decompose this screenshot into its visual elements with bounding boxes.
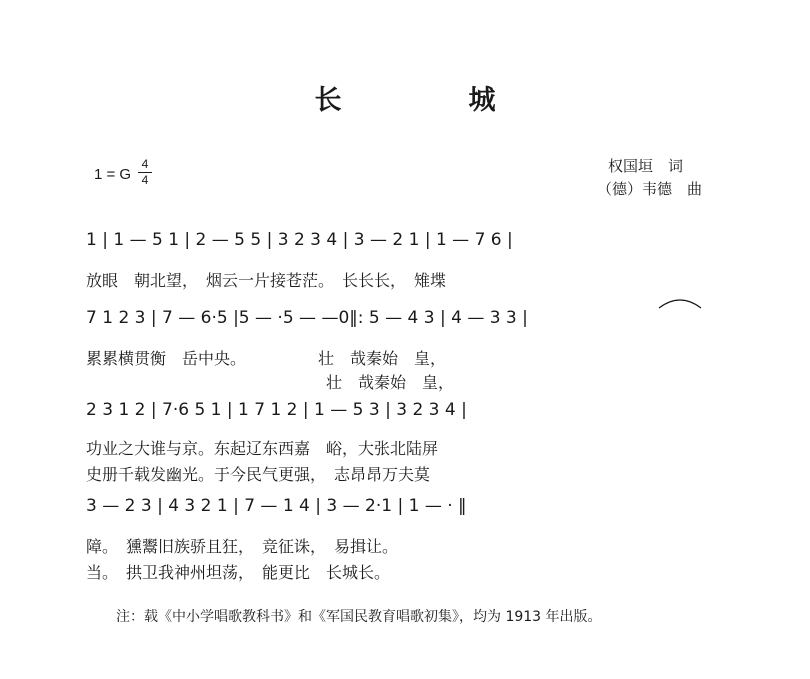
lyric-line-4a: 障。 獯鬻旧族骄且狂， 竞征诛， 易揖让。 [86,537,399,556]
lyric-line-1: 放眼 朝北望， 烟云一片接苍茫。 长长长， 雉堞 [86,271,447,290]
lyric-line-2a: 累累横贯衡 岳中央。 壮 哉秦始 皇， [86,349,447,368]
lyric-line-3b: 史册千载发幽光。于今民气更强， 志昂昂万夫莫 [86,465,431,484]
key-signature: 1 = G [94,166,132,183]
lyricist-credit: 权国垣 词 [608,157,684,175]
time-signature [138,158,152,187]
composer-credit: （德）韦德 曲 [597,180,703,198]
notation-line-1: 1 | 1 — 5 1 | 2 — 5 5 | 3 2 3 4 | 3 — 2 1 | 1 — 7 6 | [86,230,513,250]
notation-line-4: 3 — 2 3 | 4 3 2 1 | 7 — 1 4 | 3 — 2·1 | 1 — · ‖ [86,496,467,516]
slur-mark [655,294,705,310]
time-signature-bottom: 4 [141,173,149,187]
lyric-line-3a: 功业之大谁与京。东起辽东西嘉 峪，大张北陆屏 [86,439,439,458]
lyric-line-2b: 壮 哉秦始 皇， [86,373,455,392]
lyric-line-4b: 当。 拱卫我神州坦荡， 能更比 长城长。 [86,563,391,582]
footnote: 注：载《中小学唱歌教科书》和《军国民教育唱歌初集》，均为 1913 年出版。 [116,609,602,625]
notation-line-3: 2 3 1 2 | 7·6 5 1 | 1 7 1 2 | 1 — 5 3 | 3 2 3 4 | [86,400,467,420]
time-signature-top: 4 [141,157,149,171]
notation-line-2: 7 1 2 3 | 7 — 6·5 |5 — ·5 — —0‖: 5 — 4 3 | 4 — 3 3 | [86,308,528,328]
song-title: 长 城 [314,85,546,116]
